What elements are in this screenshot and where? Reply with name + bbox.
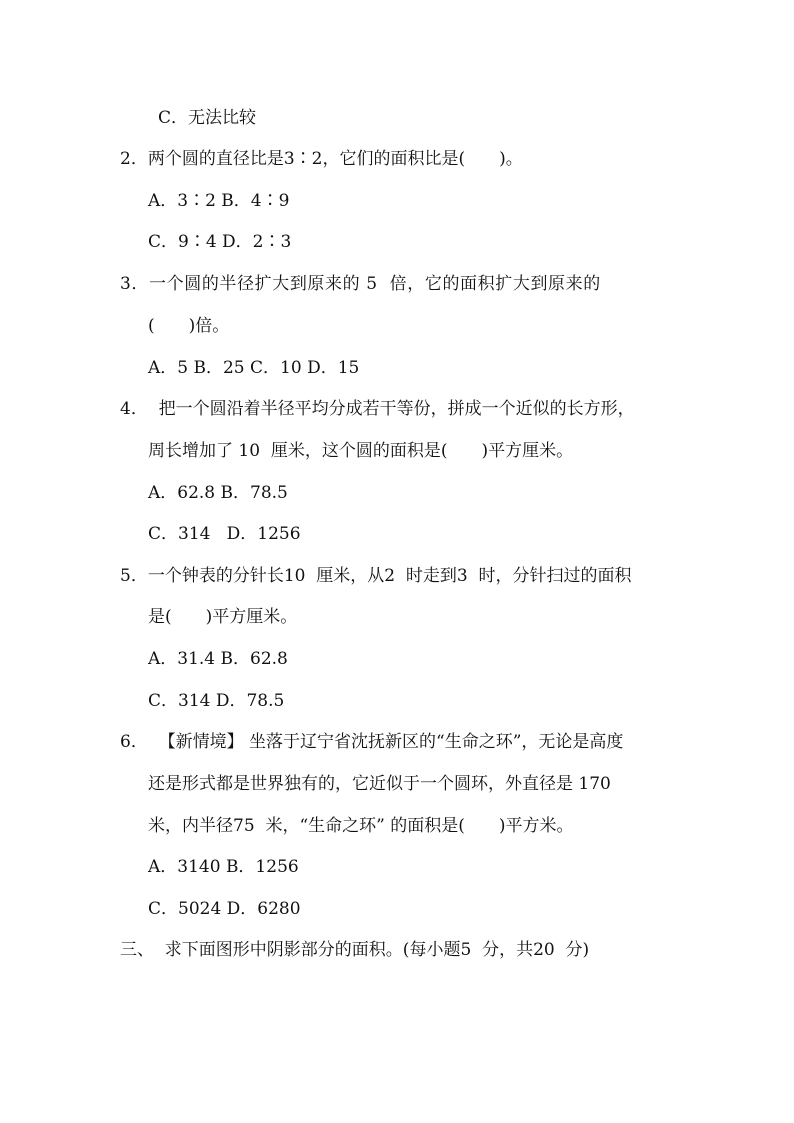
- q2-options-ab: A．3∶2 B．4∶9: [148, 191, 290, 211]
- q5-stem-line2: 是( )平方厘米。: [148, 607, 298, 627]
- q6-stem-line2: 还是形式都是世界独有的，它近似于一个圆环，外直径是 170: [148, 774, 611, 794]
- q1-option-c: C．无法比较: [158, 108, 257, 128]
- q4-options-cd: C．314 D．1256: [148, 524, 301, 544]
- section-three-heading: 三、 求下面图形中阴影部分的面积。(每小题5 分，共20 分): [120, 940, 590, 960]
- q2-options-cd: C．9∶4 D．2∶3: [148, 232, 292, 252]
- q4-stem-line1: 4． 把一个圆沿着半径平均分成若干等份，拼成一个近似的长方形，: [120, 399, 635, 419]
- q5-options-cd: C．314 D．78.5: [148, 691, 285, 711]
- q6-options-cd: C．5024 D．6280: [148, 899, 301, 919]
- q5-stem-line1: 5．一个钟表的分针长10 厘米，从2 时走到3 时，分针扫过的面积: [120, 566, 632, 586]
- q3-stem-line2: ( )倍。: [148, 316, 230, 336]
- q3-stem-line1: 3．一个圆的半径扩大到原来的 5 倍，它的面积扩大到原来的: [120, 274, 601, 294]
- q6-stem-line3: 米，内半径75 米，“生命之环” 的面积是( )平方米。: [148, 816, 574, 836]
- q4-stem-line2: 周长增加了 10 厘米，这个圆的面积是( )平方厘米。: [148, 441, 574, 461]
- q4-options-ab: A．62.8 B．78.5: [148, 483, 288, 503]
- q6-options-ab: A．3140 B．1256: [148, 857, 299, 877]
- q3-options: A．5 B．25 C．10 D．15: [148, 358, 360, 378]
- q6-stem-line1: 6． 【新情境】 坐落于辽宁省沈抚新区的“生命之环”，无论是高度: [120, 732, 624, 752]
- q2-stem: 2．两个圆的直径比是3∶2，它们的面积比是( )。: [120, 149, 523, 169]
- q5-options-ab: A．31.4 B．62.8: [148, 649, 288, 669]
